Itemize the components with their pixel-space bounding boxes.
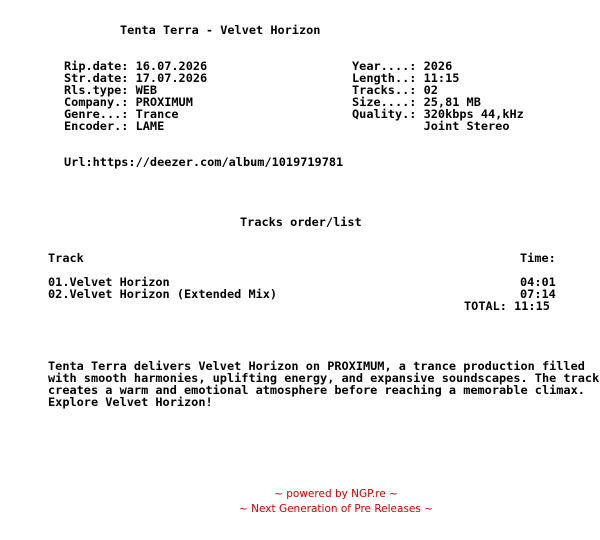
info-year: Year....: 2026 (352, 59, 453, 73)
footer-powered-by: ~ powered by NGP.re ~ (274, 488, 398, 500)
info-length: Length..: 11:15 (352, 71, 460, 85)
tracklist-heading: Tracks order/list (240, 215, 362, 229)
footer-tagline: ~ Next Generation of Pre Releases ~ (239, 503, 433, 515)
info-size: Size....: 25,81 MB (352, 95, 481, 109)
release-url: Url:https://deezer.com/album/1019719781 (64, 155, 344, 169)
info-rip-date: Rip.date: 16.07.2026 (64, 59, 208, 73)
track-time: 07:14 (520, 287, 556, 301)
info-stereo-mode: Joint Stereo (352, 119, 510, 133)
info-street-date: Str.date: 17.07.2026 (64, 71, 208, 85)
track-name: 01.Velvet Horizon (48, 275, 170, 289)
release-title: Tenta Terra - Velvet Horizon (120, 23, 321, 37)
track-time: 04:01 (520, 275, 556, 289)
info-tracks: Tracks..: 02 (352, 83, 438, 97)
tracklist-total: TOTAL: 11:15 (464, 299, 550, 313)
info-genre: Genre...: Trance (64, 107, 179, 121)
track-name: 02.Velvet Horizon (Extended Mix) (48, 287, 278, 301)
release-description: Tenta Terra delivers Velvet Horizon on PROXIMUM, a trance production filled with smooth harmonies, uplifting energy, and expansive soundscapes. The track creates a warm and emotional atmosphere before reaching a memorable climax. Explore Velvet Horizon! (48, 359, 600, 409)
info-quality: Quality.: 320kbps 44,kHz (352, 107, 524, 121)
info-company: Company.: PROXIMUM (64, 95, 193, 109)
info-release-type: Rls.type: WEB (64, 83, 158, 97)
tracklist-column-track: Track (48, 251, 84, 265)
tracklist-column-time: Time: (520, 251, 556, 265)
info-encoder: Encoder.: LAME (64, 119, 165, 133)
